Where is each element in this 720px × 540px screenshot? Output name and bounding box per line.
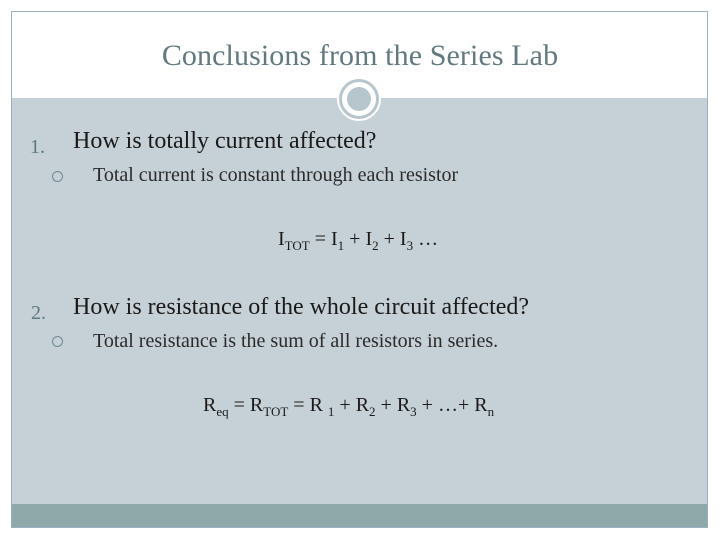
formula-2-part: + …+ R: [416, 394, 488, 416]
item-1-number: 1.: [30, 136, 45, 158]
formula-2-subscript: 3: [410, 404, 417, 419]
ring-inner-icon: [342, 82, 376, 116]
formula-1-subscript: 3: [406, 238, 414, 253]
formula-1-part: I: [278, 228, 285, 250]
footer-bar: [12, 504, 707, 527]
hollow-circle-bullet-icon: [52, 336, 63, 347]
formula-2-part: R: [203, 394, 217, 416]
formula-1-part: + I: [378, 228, 407, 250]
formula-1-subscript: 2: [372, 238, 379, 253]
formula-2-subscript: 2: [369, 404, 376, 419]
formula-2-part: + R: [375, 394, 411, 416]
formula-2-subscript: TOT: [263, 404, 289, 419]
item-1-question: How is totally current affected?: [73, 128, 377, 154]
formula-2-subscript: eq: [216, 404, 229, 419]
item-2-question: How is resistance of the whole circuit affected?: [73, 294, 530, 320]
formula-1-subscript: TOT: [284, 238, 310, 253]
item-1-formula: [278, 228, 438, 251]
item-1-answer: Total current is constant through each resistor: [93, 164, 459, 186]
hollow-circle-bullet-icon: [52, 171, 63, 182]
item-2-formula: [203, 394, 494, 417]
formula-1-part: …: [413, 228, 439, 250]
formula-1-part: + I: [344, 228, 373, 250]
formula-1-subscript: 1: [337, 238, 345, 253]
formula-2-part: + R: [334, 394, 370, 416]
slide-title: Conclusions from the Series Lab: [161, 39, 559, 72]
formula-2-part: = R: [228, 394, 264, 416]
formula-1-part: = I: [309, 228, 338, 250]
ring-icon: [337, 77, 381, 121]
formula-2-subscript: n: [487, 404, 495, 419]
formula-2-subscript: 1: [327, 404, 335, 419]
formula-2-part: = R: [288, 394, 328, 416]
item-2-answer: Total resistance is the sum of all resistors in series.: [93, 330, 499, 352]
item-2-number: 2.: [31, 302, 46, 324]
